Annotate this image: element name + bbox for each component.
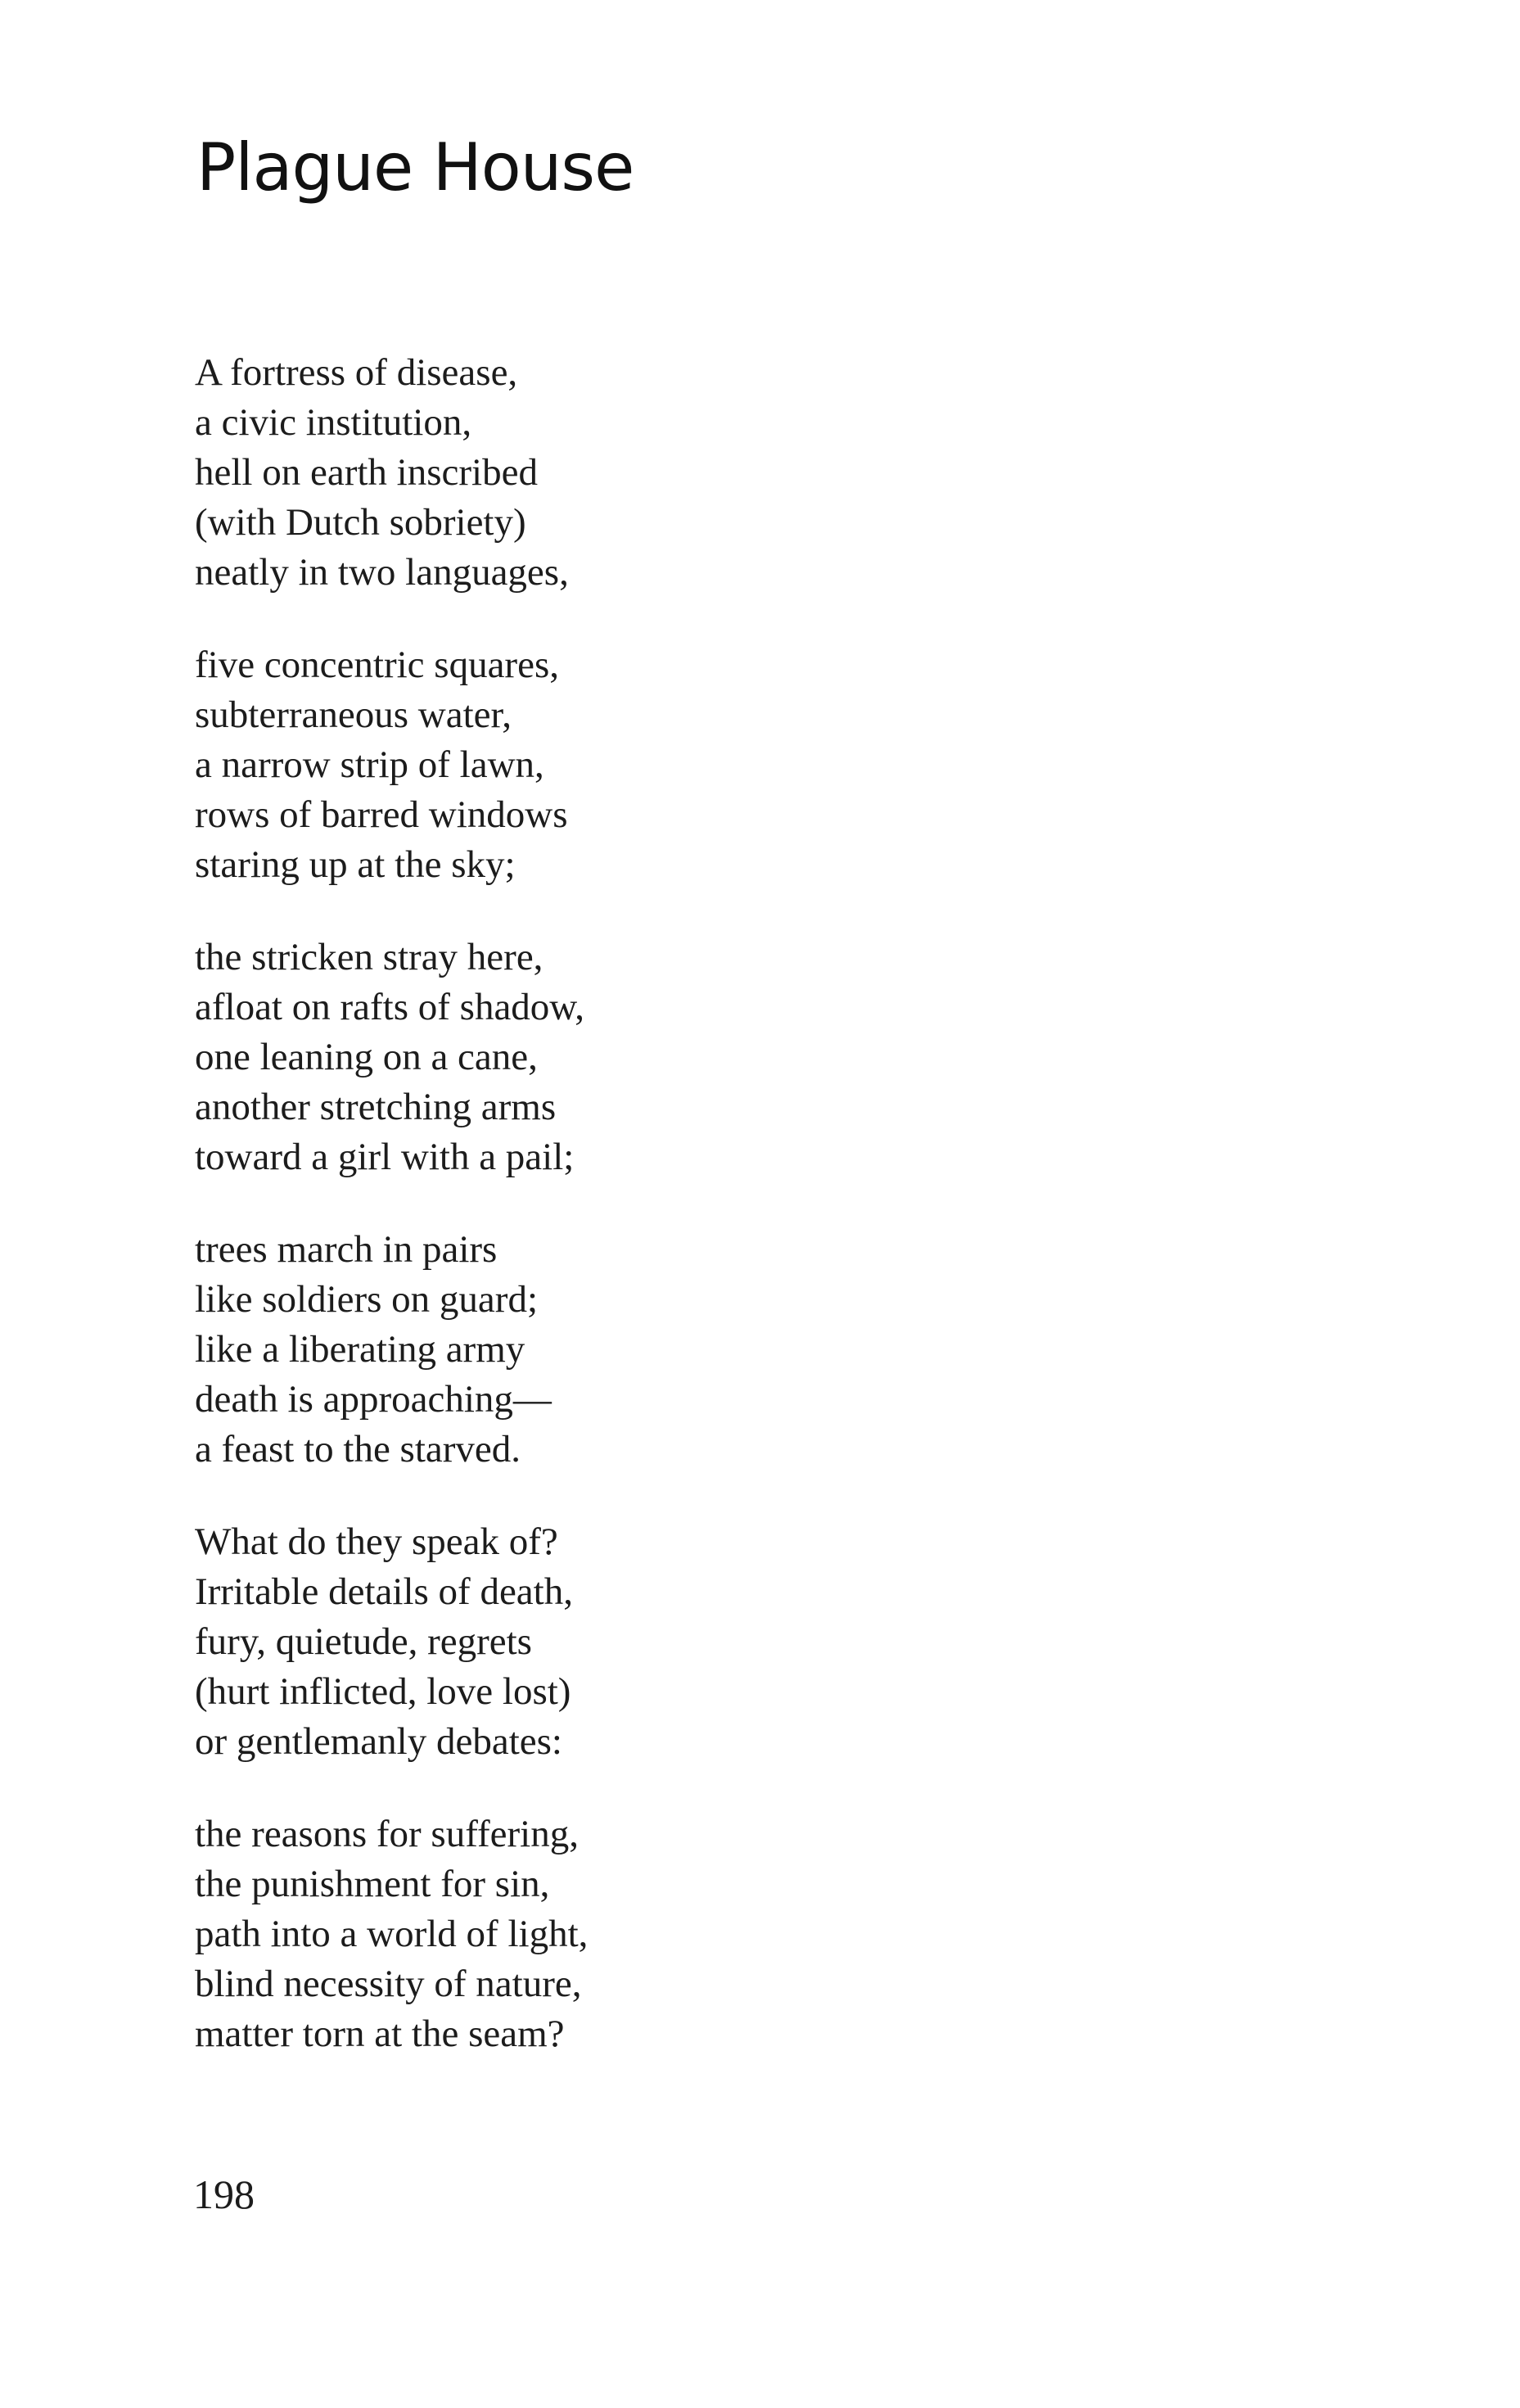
stanza-2: [195, 640, 1177, 890]
stanza-1: [195, 348, 1177, 598]
poem-line: toward a girl with a pail;: [195, 1136, 575, 1178]
poem-line: (with Dutch sobriety): [195, 501, 526, 544]
poem-line: neatly in two languages,: [195, 551, 569, 594]
stanza-3: [195, 933, 1177, 1182]
stanza-6: [195, 1809, 1177, 2059]
poem-line: death is approaching—: [195, 1378, 552, 1421]
poem-line: rows of barred windows: [195, 793, 568, 836]
poem-line: a civic institution,: [195, 401, 472, 444]
page-number: 198: [193, 2171, 255, 2217]
poem-line: the punishment for sin,: [195, 1863, 550, 1905]
poem-line: A fortress of disease,: [195, 351, 518, 394]
poem-line: like soldiers on guard;: [195, 1278, 539, 1321]
stanza-4: [195, 1225, 1177, 1475]
poem-line: fury, quietude, regrets: [195, 1620, 532, 1663]
poem-line: another stretching arms: [195, 1086, 557, 1128]
poem-line: path into a world of light,: [195, 1913, 589, 1955]
poem-line: subterraneous water,: [195, 693, 512, 736]
poem-line: blind necessity of nature,: [195, 1963, 582, 2005]
poem-line: like a liberating army: [195, 1328, 525, 1371]
poem-line: five concentric squares,: [195, 644, 559, 686]
poem-line: trees march in pairs: [195, 1228, 498, 1271]
poem-line: What do they speak of?: [195, 1520, 558, 1563]
poem-line: afloat on rafts of shadow,: [195, 986, 584, 1028]
poem-body: [195, 348, 1177, 2059]
stanza-5: [195, 1517, 1177, 1767]
poem-line: hell on earth inscribed: [195, 451, 538, 494]
poem-title: Plague House: [196, 129, 634, 206]
poem-line: the reasons for suffering,: [195, 1813, 579, 1855]
poem-line: a feast to the starved.: [195, 1428, 521, 1471]
poem-line: a narrow strip of lawn,: [195, 743, 544, 786]
poem-line: the stricken stray here,: [195, 936, 544, 978]
poem-line: Irritable details of death,: [195, 1570, 573, 1613]
poem-line: or gentlemanly debates:: [195, 1720, 562, 1763]
poem-line: one leaning on a cane,: [195, 1036, 538, 1078]
poem-line: matter torn at the seam?: [195, 2013, 565, 2055]
poem-line: staring up at the sky;: [195, 843, 516, 886]
poem-line: (hurt inflicted, love lost): [195, 1670, 571, 1713]
